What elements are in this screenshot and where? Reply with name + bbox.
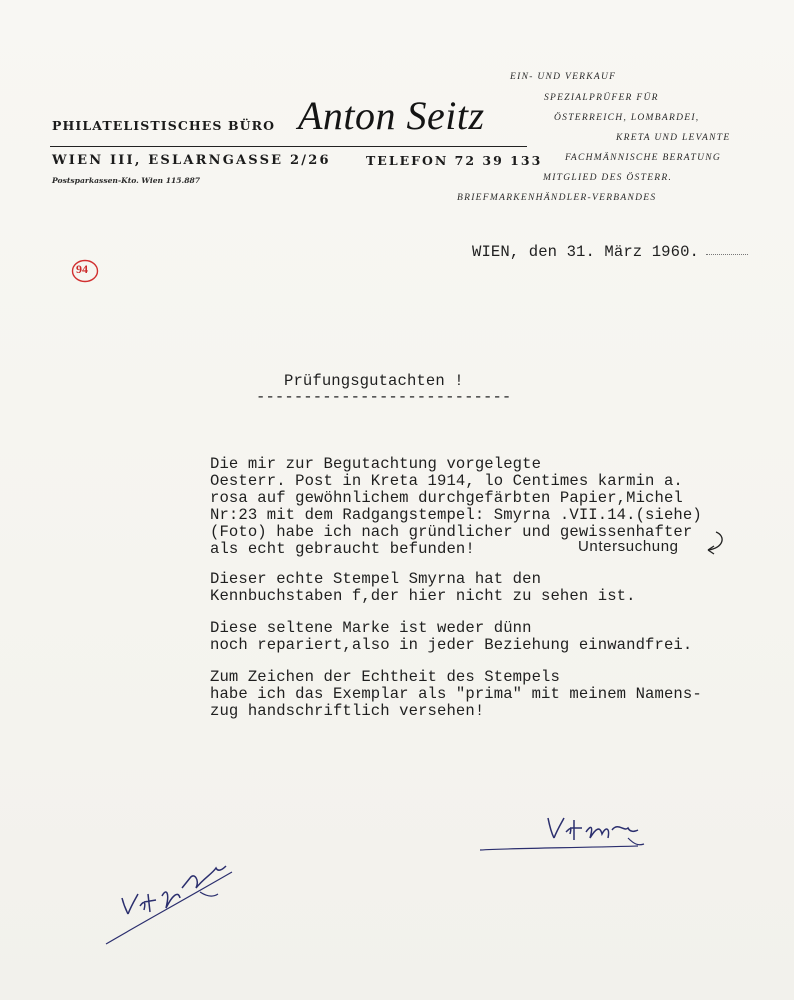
date-dotted-line [706, 254, 748, 255]
insert-arrow-icon [690, 530, 730, 558]
letterhead-right-line: KRETA UND LEVANTE [616, 133, 731, 143]
signature-left [100, 848, 240, 948]
letterhead-right-line: ÖSTERREICH, LOMBARDEI, [554, 113, 700, 123]
letterhead-postal-account: Postsparkassen-Kto. Wien 115.887 [52, 176, 201, 185]
body-line: Nr:23 mit dem Radgangstempel: Smyrna .VII.14.(siehe) [210, 506, 702, 524]
title-underline: --------------------------- [256, 388, 512, 406]
body-line: Diese seltene Marke ist weder dünn [210, 619, 532, 637]
body-line: noch repariert,also in jeder Beziehung einwandfrei. [210, 636, 693, 654]
handwritten-insert: Untersuchung [578, 538, 679, 555]
letterhead-right-line: EIN- UND VERKAUF [510, 72, 617, 82]
letterhead-right-line: BRIEFMARKENHÄNDLER-VERBANDES [457, 193, 657, 203]
letterhead-right-line: MITGLIED DES ÖSTERR. [543, 173, 673, 183]
letterhead-rule [50, 146, 527, 147]
letterhead-address: WIEN III, ESLARNGASSE 2/26 [52, 153, 331, 168]
body-line: (Foto) habe ich nach gründlicher und gewissenhafter [210, 523, 693, 541]
body-line: zug handschriftlich versehen! [210, 702, 485, 720]
letterhead-office: PHILATELISTISCHES BÜRO [52, 118, 276, 133]
body-line: Die mir zur Begutachtung vorgelegte [210, 455, 542, 473]
body-line: habe ich das Exemplar als "prima" mit meinem Namens- [210, 685, 702, 703]
letterhead-right-line: FACHMÄNNISCHE BERATUNG [565, 153, 722, 163]
reference-mark: 94 [76, 262, 88, 276]
body-line: rosa auf gewöhnlichem durchgefärbten Papier,Michel [210, 489, 683, 507]
letter-title: Prüfungsgutachten ! [284, 372, 464, 390]
signature-right [478, 798, 648, 858]
letterhead-phone: TELEFON 72 39 133 [366, 153, 543, 168]
body-line: Dieser echte Stempel Smyrna hat den [210, 570, 542, 588]
letter-date: WIEN, den 31. März 1960. [472, 243, 699, 261]
letterhead-right-line: SPEZIALPRÜFER FÜR [544, 93, 659, 103]
body-line: Oesterr. Post in Kreta 1914, lo Centimes karmin a. [210, 472, 683, 490]
body-line: als echt gebraucht befunden! [210, 540, 475, 558]
letterhead-name: Anton Seitz [298, 93, 485, 138]
body-line: Kennbuchstaben f,der hier nicht zu sehen ist. [210, 587, 636, 605]
body-line: Zum Zeichen der Echtheit des Stempels [210, 668, 560, 686]
